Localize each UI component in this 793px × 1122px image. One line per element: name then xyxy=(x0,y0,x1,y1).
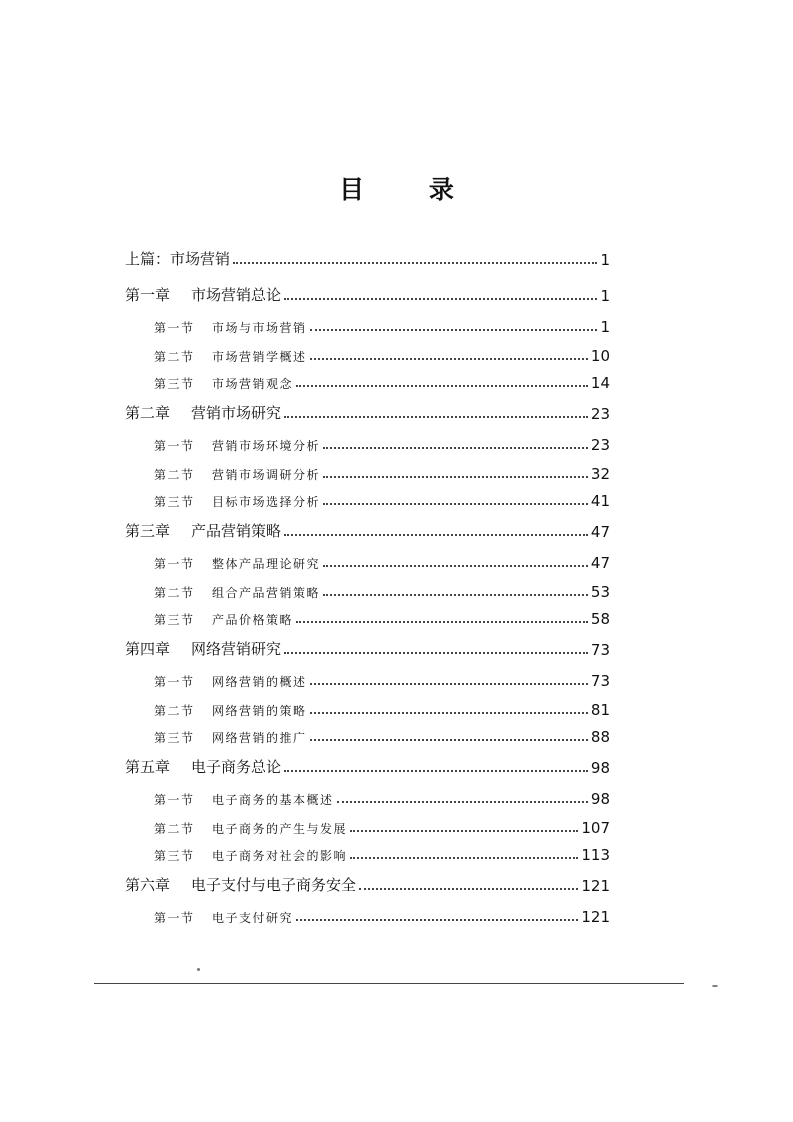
dot-leader xyxy=(350,830,578,832)
scan-speck xyxy=(712,985,718,987)
page-number: 107 xyxy=(581,819,610,837)
dot-leader xyxy=(296,385,588,387)
page-title: 目 录 xyxy=(339,175,482,204)
dot-leader xyxy=(337,801,588,803)
entry-title: 电子商务的基本概述 xyxy=(212,793,334,807)
section-number: 第二节 xyxy=(154,468,195,482)
dot-leader xyxy=(233,262,597,264)
toc-section-row[interactable] xyxy=(154,813,610,837)
dot-leader xyxy=(296,621,588,623)
section-number: 第二节 xyxy=(154,704,195,718)
section-number: 第一节 xyxy=(154,675,195,689)
dot-leader xyxy=(350,857,578,859)
toc-chapter-row[interactable] xyxy=(125,871,610,895)
entry-title: 营销市场调研分析 xyxy=(212,468,321,482)
page-number: 41 xyxy=(590,492,610,510)
dot-leader xyxy=(323,447,588,449)
toc-chapter-row[interactable] xyxy=(125,399,610,423)
toc-section-row[interactable] xyxy=(154,548,610,572)
toc-section-row[interactable] xyxy=(154,784,610,808)
section-number: 第一节 xyxy=(154,439,195,453)
dot-leader xyxy=(296,919,578,921)
entry-title: 电子商务的产生与发展 xyxy=(212,822,348,836)
page-number: 73 xyxy=(590,672,610,690)
entry-title: 市场营销总论 xyxy=(191,286,282,304)
dot-leader xyxy=(310,683,588,685)
page-number: 23 xyxy=(590,436,610,454)
dot-leader xyxy=(310,358,588,360)
entry-title: 网络营销的策略 xyxy=(212,704,307,718)
page-number: 121 xyxy=(581,908,610,926)
section-number: 第一节 xyxy=(154,793,195,807)
section-number: 第二节 xyxy=(154,586,195,600)
section-number: 第二节 xyxy=(154,822,195,836)
entry-title: 网络营销的概述 xyxy=(212,675,307,689)
entry-title: 整体产品理论研究 xyxy=(212,557,321,571)
toc-chapter-row[interactable] xyxy=(125,517,610,541)
page-number: 1 xyxy=(600,318,610,336)
entry-title: 电子支付研究 xyxy=(212,911,294,925)
toc-section-row[interactable] xyxy=(154,341,610,365)
entry-title: 目标市场选择分析 xyxy=(212,495,321,509)
dot-leader xyxy=(323,476,588,478)
toc-part-row[interactable] xyxy=(125,245,610,269)
chapter-number: 第三章 xyxy=(125,522,171,540)
page-number: 47 xyxy=(590,554,610,572)
page-number: 14 xyxy=(590,374,610,392)
page-number: 113 xyxy=(581,846,610,864)
dot-leader xyxy=(359,888,578,890)
page-number: 47 xyxy=(590,523,610,541)
section-number: 第三节 xyxy=(154,849,195,863)
chapter-number: 第五章 xyxy=(125,758,171,776)
dot-leader xyxy=(310,329,598,331)
toc-chapter-row[interactable] xyxy=(125,281,610,305)
entry-title: 上篇：市场营销 xyxy=(125,250,231,268)
page-number: 53 xyxy=(590,583,610,601)
chapter-number: 第一章 xyxy=(125,286,171,304)
toc-section-row[interactable] xyxy=(154,430,610,454)
page-number: 1 xyxy=(600,251,610,269)
page-number: 81 xyxy=(590,701,610,719)
section-number: 第一节 xyxy=(154,557,195,571)
toc-chapter-row[interactable] xyxy=(125,753,610,777)
entry-title: 营销市场研究 xyxy=(191,404,282,422)
entry-title: 电子商务对社会的影响 xyxy=(212,849,348,863)
page-number: 98 xyxy=(590,759,610,777)
toc-chapter-row[interactable] xyxy=(125,635,610,659)
entry-title: 网络营销的推广 xyxy=(212,731,307,745)
page-number: 1 xyxy=(600,287,610,305)
entry-title: 电子商务总论 xyxy=(191,758,282,776)
toc-section-row[interactable] xyxy=(154,902,610,926)
entry-title: 产品价格策略 xyxy=(212,613,294,627)
page-number: 73 xyxy=(590,641,610,659)
entry-title: 网络营销研究 xyxy=(191,640,282,658)
entry-title: 市场营销学概述 xyxy=(212,350,307,364)
section-number: 第三节 xyxy=(154,377,195,391)
dot-leader xyxy=(284,534,588,536)
dot-leader xyxy=(323,565,588,567)
section-number: 第一节 xyxy=(154,321,195,335)
entry-title: 营销市场环境分析 xyxy=(212,439,321,453)
toc-section-row[interactable] xyxy=(154,604,610,628)
page-number: 10 xyxy=(590,347,610,365)
entry-title: 组合产品营销策略 xyxy=(212,586,321,600)
toc-section-row[interactable] xyxy=(154,577,610,601)
toc-section-row[interactable] xyxy=(154,312,610,336)
toc-section-row[interactable] xyxy=(154,486,610,510)
toc-section-row[interactable] xyxy=(154,368,610,392)
section-number: 第二节 xyxy=(154,350,195,364)
dot-leader xyxy=(323,503,588,505)
toc-section-row[interactable] xyxy=(154,666,610,690)
dot-leader xyxy=(284,416,588,418)
toc-section-row[interactable] xyxy=(154,840,610,864)
chapter-number: 第二章 xyxy=(125,404,171,422)
dot-leader xyxy=(284,770,588,772)
chapter-number: 第四章 xyxy=(125,640,171,658)
section-number: 第三节 xyxy=(154,731,195,745)
entry-title: 电子支付与电子商务安全 xyxy=(191,876,357,894)
section-number: 第一节 xyxy=(154,911,195,925)
toc-section-row[interactable] xyxy=(154,459,610,483)
page-number: 58 xyxy=(590,610,610,628)
section-number: 第三节 xyxy=(154,613,195,627)
entry-title: 市场营销观念 xyxy=(212,377,294,391)
dot-leader xyxy=(284,298,597,300)
page-number: 88 xyxy=(590,728,610,746)
chapter-number: 第六章 xyxy=(125,876,171,894)
page-number: 23 xyxy=(590,405,610,423)
footer-divider xyxy=(94,983,684,984)
entry-title: 市场与市场营销 xyxy=(212,321,307,335)
dot-leader xyxy=(323,594,588,596)
toc-section-row[interactable] xyxy=(154,722,610,746)
scan-speck xyxy=(197,968,200,971)
page-number: 121 xyxy=(581,877,610,895)
dot-leader xyxy=(310,712,588,714)
page-number: 32 xyxy=(590,465,610,483)
dot-leader xyxy=(284,652,588,654)
page-number: 98 xyxy=(590,790,610,808)
section-number: 第三节 xyxy=(154,495,195,509)
dot-leader xyxy=(310,739,588,741)
toc-section-row[interactable] xyxy=(154,695,610,719)
entry-title: 产品营销策略 xyxy=(191,522,282,540)
